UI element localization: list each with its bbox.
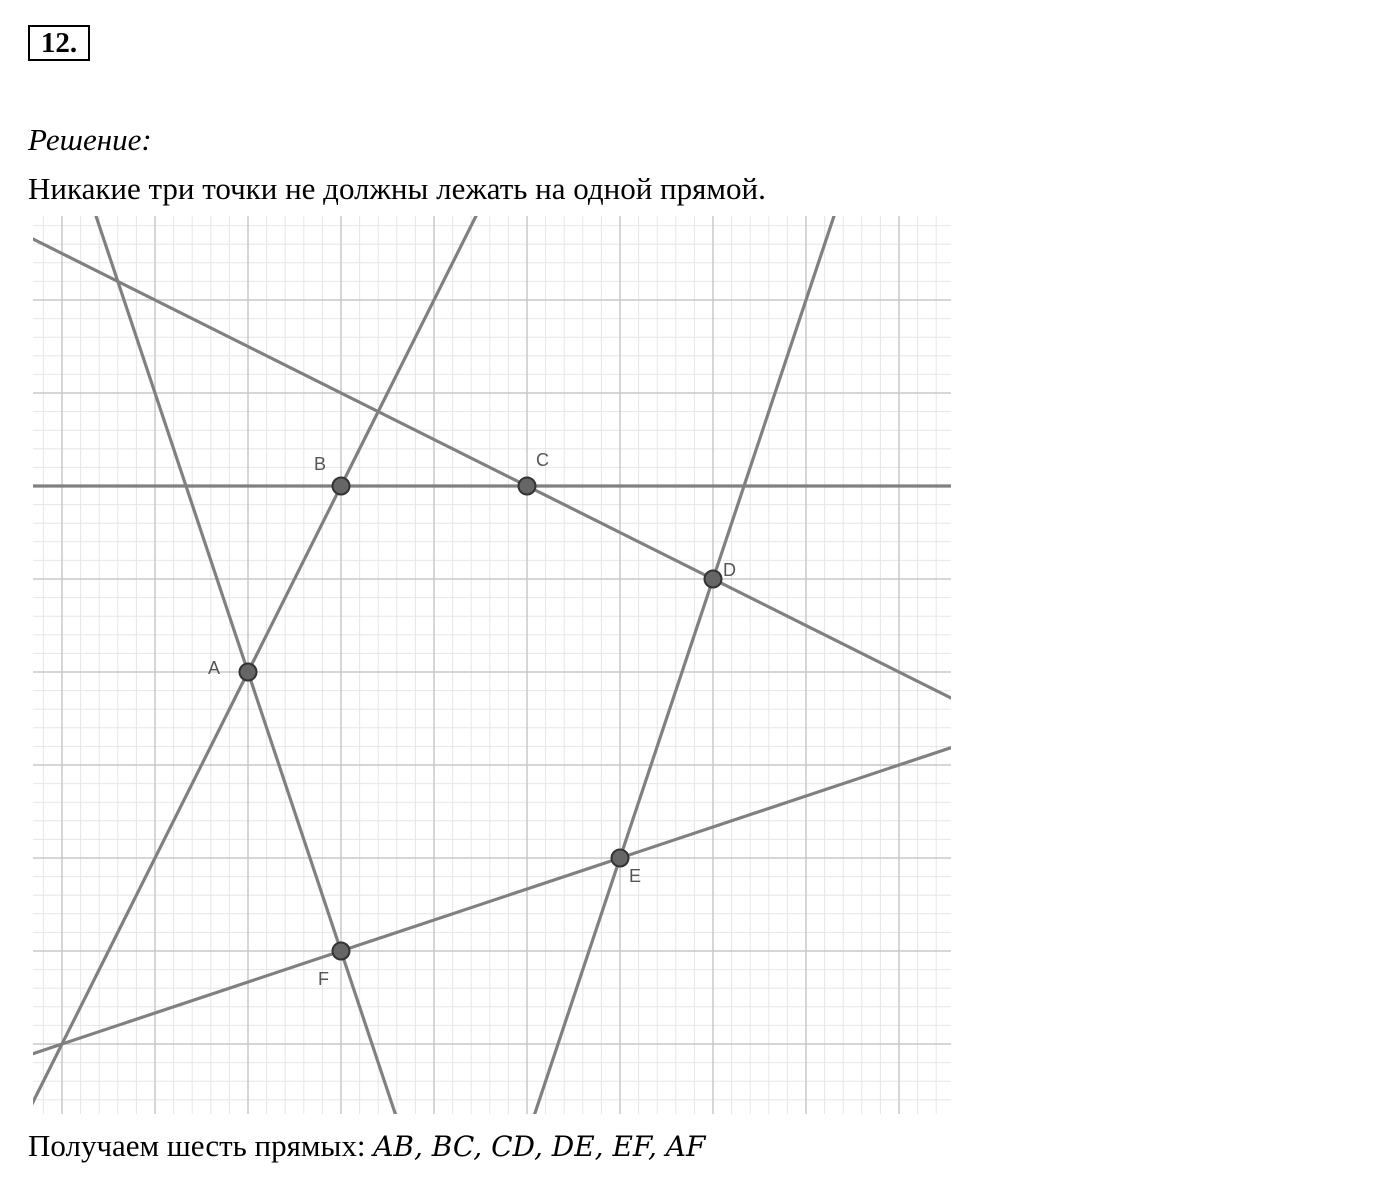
point-c (519, 478, 536, 495)
solution-heading: Решение: (28, 122, 152, 157)
points-group (240, 478, 722, 960)
point-b (333, 478, 350, 495)
problem-number: 12. (28, 25, 90, 61)
point-label-e: E (629, 866, 642, 886)
point-e (612, 850, 629, 867)
point-f (333, 943, 350, 960)
point-label-b: B (314, 454, 327, 474)
conclusion-prefix: Получаем шесть прямых: (28, 1128, 374, 1163)
point-a (240, 664, 257, 681)
conclusion (28, 1126, 705, 1167)
solution-statement: Никакие три точки не должны лежать на одной прямой. (28, 171, 766, 206)
point-label-a: A (208, 658, 221, 678)
point-label-c: C (536, 450, 549, 470)
point-label-f: F (318, 969, 329, 989)
point-d (705, 571, 722, 588)
conclusion-lines-list: AB, BC, CD, DE, EF, AF (373, 1130, 706, 1163)
grid (33, 216, 951, 1114)
point-label-d: D (723, 560, 736, 580)
